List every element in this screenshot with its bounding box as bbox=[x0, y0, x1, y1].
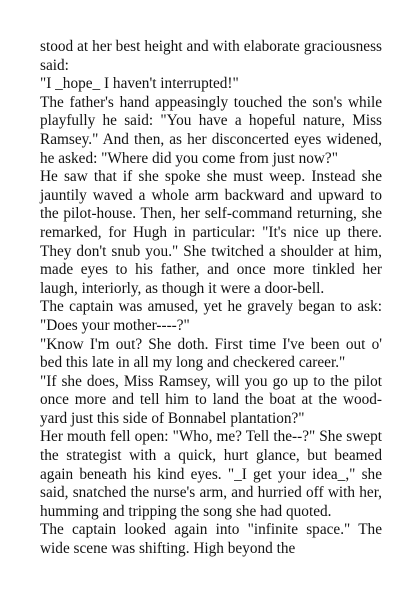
paragraph-9: The captain looked again into "infinite space." The wide scene was shifting. High beyond the bbox=[40, 521, 382, 558]
paragraph-7: "If she does, Miss Ramsey, will you go up to the pilot once more and tell him to land the boat at the wood-yard just this side of Bonnabel plantation?" bbox=[40, 372, 382, 427]
paragraph-2: "I _hope_ I haven't interrupted!" bbox=[40, 75, 239, 93]
paragraph-3: The father's hand appeasingly touched the son's while playfully he said: "You have a hopeful nature, Miss Ramsey." And then, as her disconcerted eyes widened, he asked: "Where did you come from just now?" bbox=[40, 93, 382, 167]
paragraph-6: "Know I'm out? She doth. First time I've been out o' bed this late in all my long and checkered career." bbox=[40, 335, 382, 372]
paragraph-5: The captain was amused, yet he gravely began to ask: "Does your mother----?" bbox=[40, 298, 382, 334]
paragraph-1: stood at her best height and with elaborate graciousness said: bbox=[40, 38, 382, 74]
paragraph-8: Her mouth fell open: "Who, me? Tell the--?" She swept the strategist with a quick, hurt glance, but beamed again beneath his kind eyes. "_I get your idea_," she said, snatched the nurse's arm, and hurried off with her, humming and tripping the song she had quoted. bbox=[40, 428, 382, 520]
document-page bbox=[40, 38, 382, 559]
paragraph-4: He saw that if she spoke she must weep. Instead she jauntily waved a whole arm backward and upward to the pilot-house. Then, her self-command returning, she remarked, for Hugh in particular: "It's nice up there. They don't snub you." She twitched a shoulder at him, made eyes to his father, and once more tinkled her laugh, interiorly, as though it were a door-bell. bbox=[40, 168, 382, 297]
